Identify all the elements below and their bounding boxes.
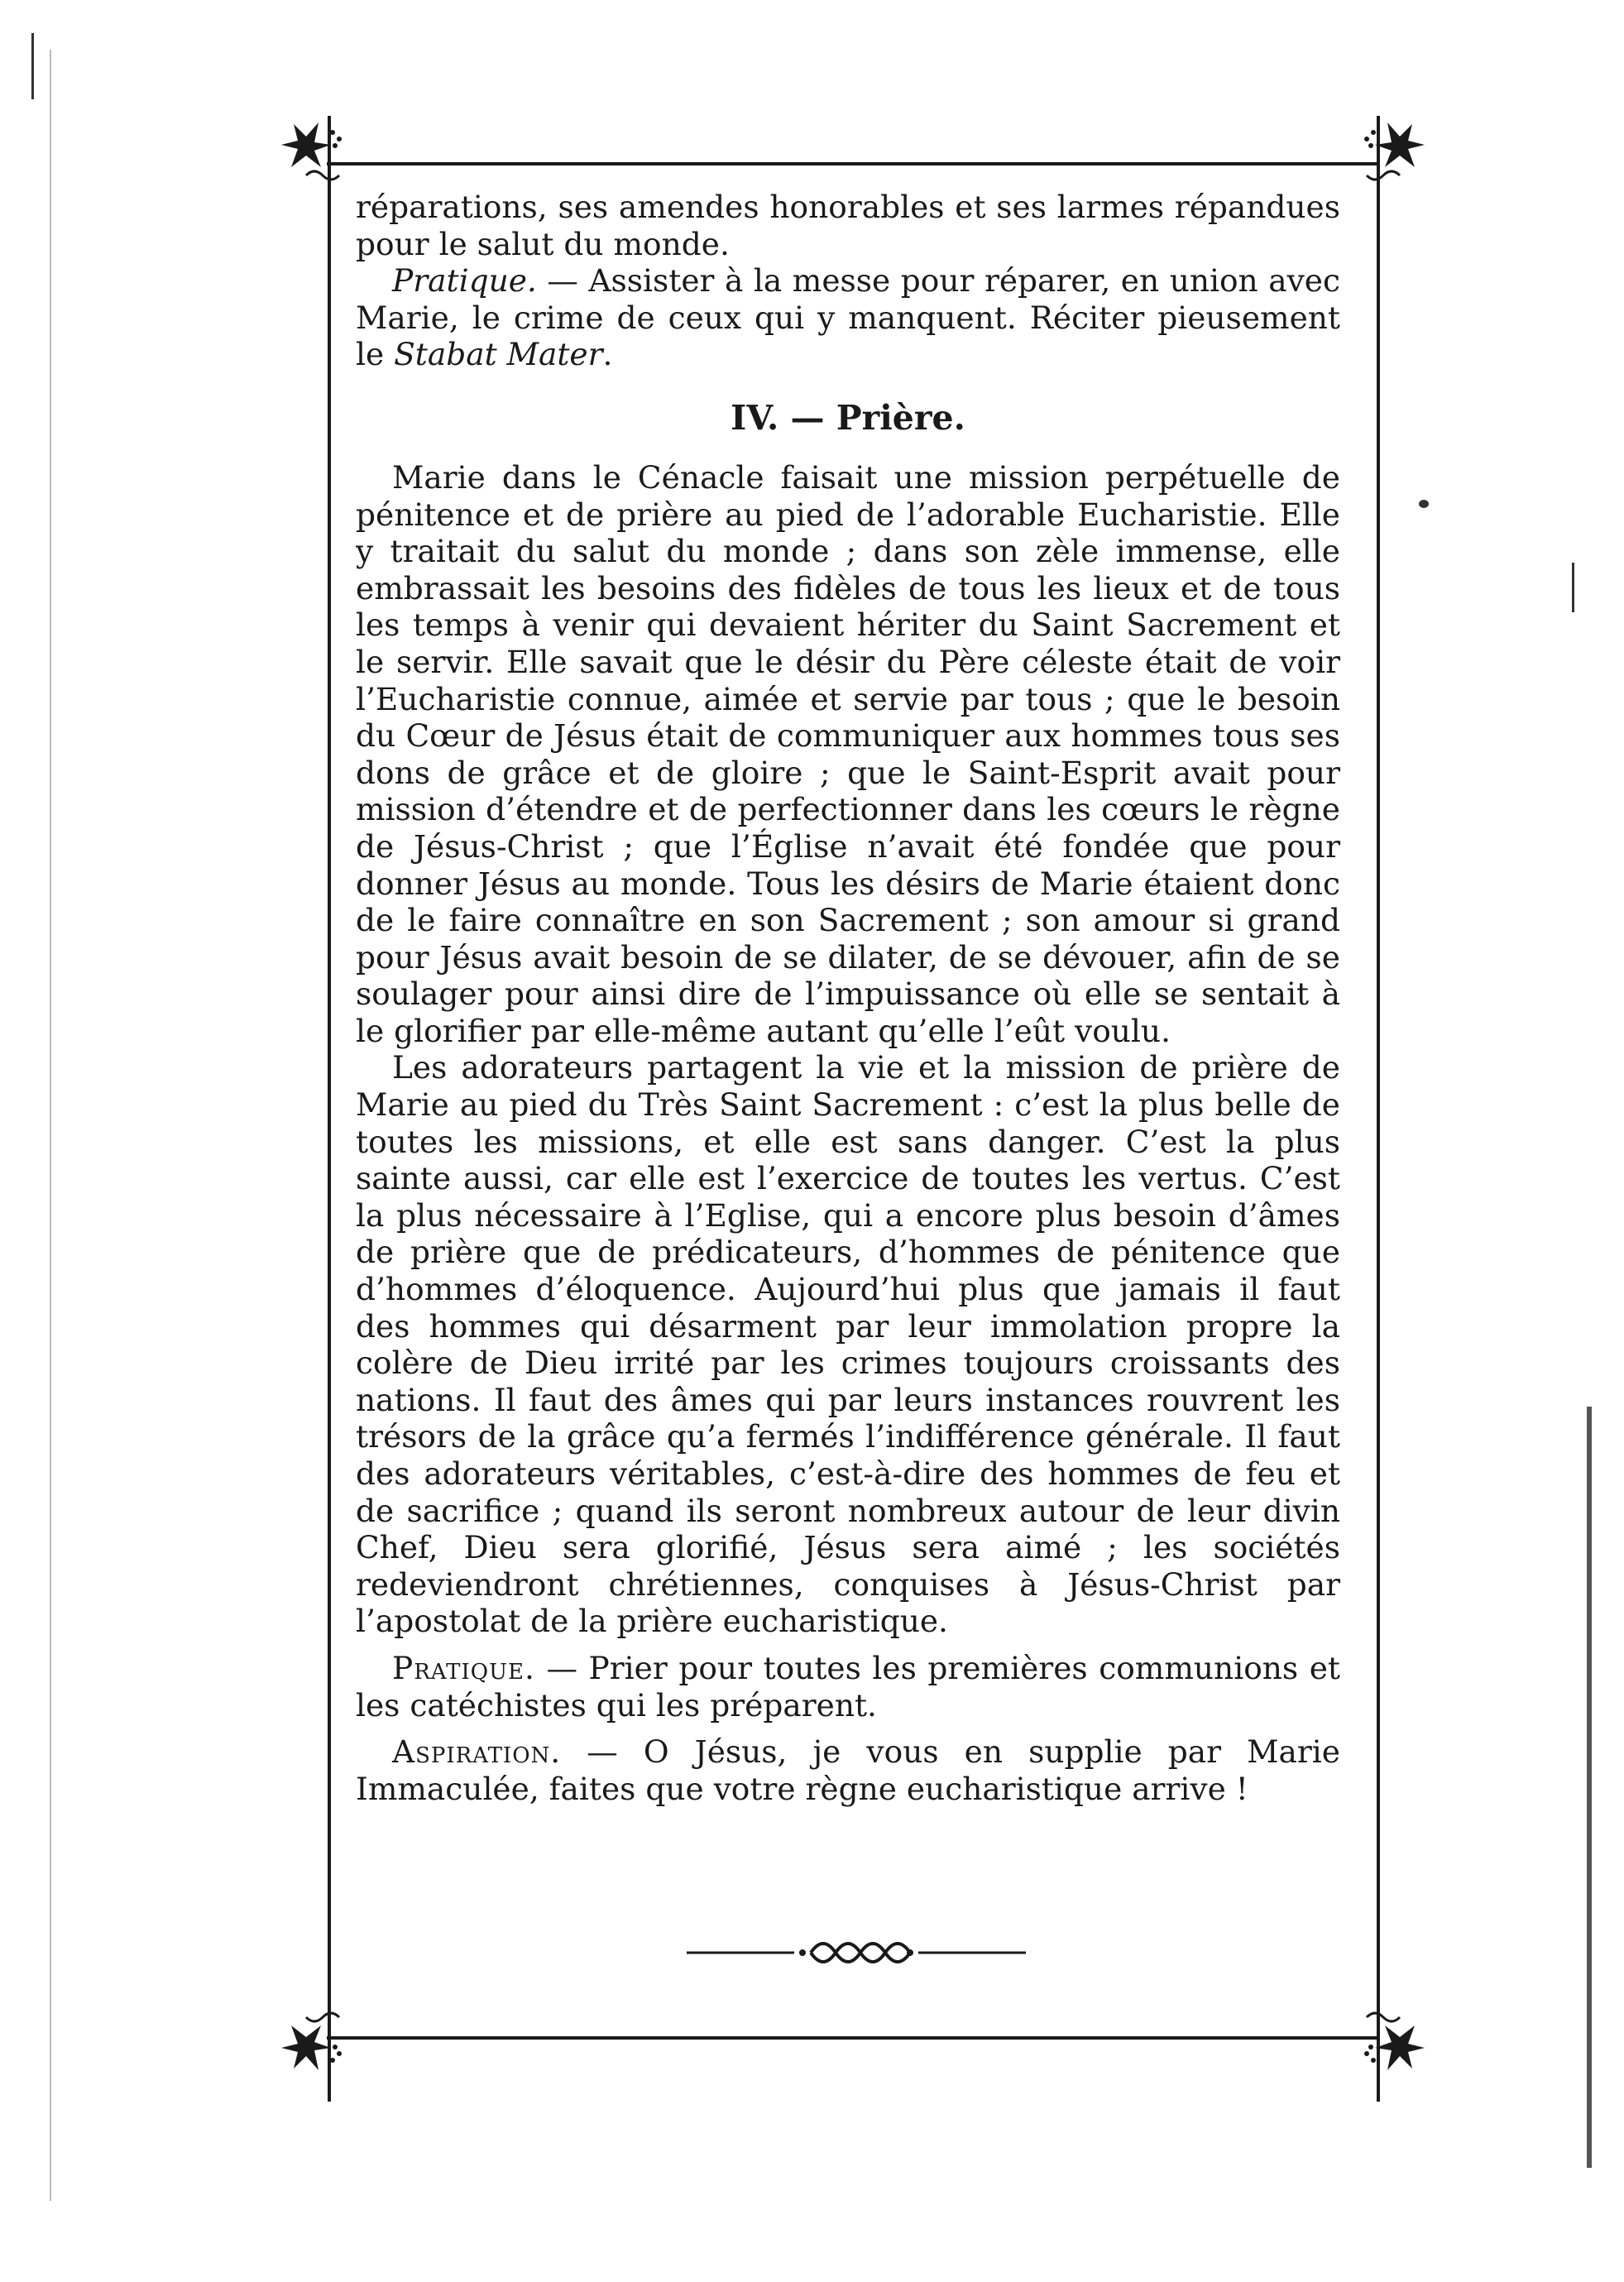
scroll-ornament-icon (687, 1928, 1026, 1978)
carryover-text: réparations, ses amendes honorables et ses larmes répandues pour le salut du monde. (356, 189, 1340, 262)
leaf-corner-icon (273, 108, 364, 199)
frame-top-line (327, 162, 1379, 165)
carryover-paragraph (356, 189, 1340, 262)
frame-bottom-line (327, 2036, 1379, 2040)
pratique-paragraph (356, 262, 1340, 373)
leaf-corner-icon (1342, 108, 1433, 199)
scan-edge-mark-right (1587, 1407, 1592, 2168)
pratique-end: . (602, 336, 613, 373)
aspiration-label: Aspiration. (392, 1733, 562, 1771)
pratique2-paragraph (356, 1650, 1340, 1723)
frame-right-line (1377, 116, 1380, 2102)
leaf-corner-icon (273, 1994, 364, 2085)
scan-edge-mark-left (50, 50, 51, 2201)
pratique2-text: — Prier pour toutes les premières communions et les catéchistes qui les préparent. (356, 1649, 1340, 1723)
section-heading: IV. — Prière. (731, 397, 965, 438)
page-text (356, 189, 1340, 1807)
body-paragraph-2: Les adorateurs partagent la vie et la mission de prière de Marie au pied du Très Saint Sacrement : c’est la plus belle de toutes les missions, et elle est sans danger. C’est la plus sainte aussi, car elle est l’exercice de toutes les vertus. C’est la plus nécessaire à l’Eglise, qui a encore plus besoin d’âmes de prière que de prédicateurs, d’hommes de pénitence que d’hommes d’éloquence. Aujourd’hui plus que jamais il faut des hommes qui désarment par leur immolation propre la colère de Dieu irrité par les crimes toujours croissants des nations. Il faut des âmes qui par leurs instances rouvrent les trésors de la grâce qu’a fermés l’indifférence générale. Il faut des adorateurs véritables, c’est-à-dire des hommes de feu et de sacrifice ; quand ils seront nombreux autour de leur divin Chef, Dieu sera glorifié, Jésus sera aimé ; les sociétés redeviendront chrétiennes, conquises à Jésus-Christ par l’apostolat de la prière eucharistique. (356, 1049, 1340, 1640)
leaf-corner-icon (1342, 1994, 1433, 2085)
ink-dot (1419, 500, 1429, 508)
frame-left-line (328, 116, 331, 2102)
pratique2-label: Pratique. (392, 1649, 535, 1686)
aspiration-paragraph (356, 1733, 1340, 1807)
scan-edge-mark-right (1572, 563, 1574, 612)
pratique-label: Pratique. (392, 262, 537, 300)
body-paragraph-1: Marie dans le Cénacle faisait une mission perpétuelle de pénitence et de prière au pied de l’adorable Eucharistie. Elle y traitait du salut du monde ; dans son zèle immense, elle embrassait les besoins des fidèles de tous les lieux et de tous les temps à venir qui devaient hériter du Saint Sacrement et le servir. Elle savait que le désir du Père céleste était de voir l’Eucharistie connue, aimée et servie par tous ; que le besoin du Cœur de Jésus était de communiquer aux hommes tous ses dons de grâce et de gloire ; que le Saint-Esprit avait pour mission d’étendre et de perfectionner dans les cœurs le règne de Jésus-Christ ; que l’Église n’avait été fondée que pour donner Jésus au monde. Tous les désirs de Marie étaient donc de le faire connaître en son Sacrement ; son amour si grand pour Jésus avait besoin de se dilater, de se dévouer, afin de se soulager pour ainsi dire de l’impuissance où elle se sentait à le glorifier par elle-même autant qu’elle l’eût voulu. (356, 458, 1340, 1049)
scan-edge-mark-left (31, 33, 34, 99)
aspiration-text: — O Jésus, je vous en supplie par Marie Immaculée, faites que votre règne eucharistique arrive ! (356, 1733, 1340, 1807)
pratique-text: — Assister à la messe pour réparer, en union avec Marie, le crime de ceux qui y manquent. Réciter pieusement le (356, 262, 1340, 373)
stabat-mater-title: Stabat Mater (394, 336, 603, 373)
